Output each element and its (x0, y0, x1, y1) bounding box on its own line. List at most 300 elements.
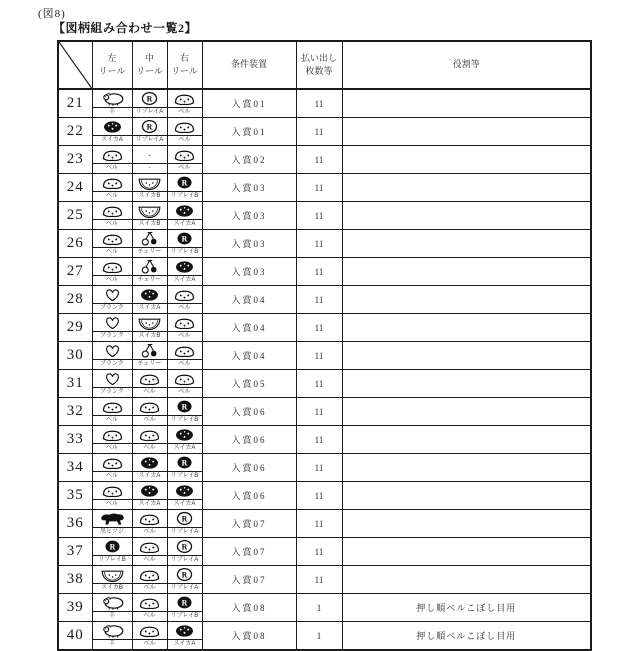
svg-text:R: R (109, 542, 115, 552)
condition-cell: 入賞03 (202, 258, 296, 286)
role-cell (342, 89, 591, 118)
role-cell (342, 118, 591, 146)
row-number: 36 (58, 510, 92, 538)
symbol-wrap (168, 482, 202, 509)
table-row (58, 510, 591, 538)
symbol-wrap (168, 118, 202, 145)
symbol-label: スイカB (133, 219, 167, 229)
right-reel-cell (167, 258, 202, 286)
bell-icon (133, 426, 167, 443)
symbol-wrap (93, 286, 132, 313)
symbol-wrap (133, 482, 167, 509)
symbol-wrap (168, 370, 202, 397)
symbol-wrap (93, 538, 132, 565)
sheep-icon (93, 90, 132, 107)
symbol-wrap (133, 594, 167, 621)
payout-cell: 11 (296, 538, 342, 566)
symbol-label: スイカB (133, 191, 167, 201)
middle-reel-cell (132, 89, 167, 118)
right-reel-cell (167, 538, 202, 566)
table-row (58, 286, 591, 314)
left-reel-cell (92, 510, 132, 538)
condition-cell: 入賞08 (202, 594, 296, 622)
symbol-wrap (133, 510, 167, 537)
symbol-wrap (93, 566, 132, 593)
svg-text:R: R (181, 178, 188, 188)
watermelon-a-icon (93, 118, 132, 135)
symbol-wrap (133, 230, 167, 257)
table-row (58, 370, 591, 398)
figure-tag: (図8) (38, 8, 66, 20)
left-reel-cell (92, 314, 132, 342)
role-cell (342, 202, 591, 230)
symbol-wrap (133, 258, 167, 285)
symbol-label: リプレイB (168, 471, 202, 481)
bell-icon (93, 174, 132, 191)
bell-icon (168, 90, 202, 107)
middle-reel-cell (132, 118, 167, 146)
left-reel-cell (92, 538, 132, 566)
table-row (58, 398, 591, 426)
right-reel-cell (167, 370, 202, 398)
symbol-label: ベル (93, 191, 132, 201)
middle-reel-cell (132, 538, 167, 566)
role-cell: 押し順ベルこぼし目用 (342, 622, 591, 651)
row-number: 35 (58, 482, 92, 510)
symbol-label: リプレイB (93, 555, 132, 565)
header-payout: 払い出し 枚数等 (296, 41, 342, 89)
middle-reel-cell (132, 594, 167, 622)
symbol-wrap (133, 566, 167, 593)
replay-a-icon (168, 538, 202, 555)
header-row (58, 41, 591, 89)
symbol-label: ベル (133, 611, 167, 621)
symbol-wrap (93, 482, 132, 509)
symbol-label: スイカA (133, 499, 167, 509)
role-cell (342, 398, 591, 426)
cherry-icon (133, 230, 167, 247)
sheep-icon (93, 622, 132, 639)
watermelon-a-icon (168, 258, 202, 275)
left-reel-cell (92, 398, 132, 426)
svg-text:R: R (181, 598, 188, 608)
symbol-label: スイカA (168, 639, 202, 649)
right-reel-cell (167, 398, 202, 426)
middle-reel-cell (132, 510, 167, 538)
symbol-label: ベル (133, 387, 167, 397)
watermelon-b-icon (93, 566, 132, 583)
payout-cell: 11 (296, 454, 342, 482)
right-reel-cell (167, 566, 202, 594)
payout-cell: 11 (296, 89, 342, 118)
blank-heart-icon (93, 286, 132, 303)
role-cell (342, 146, 591, 174)
symbol-wrap (168, 342, 202, 369)
symbol-label: ベル (93, 415, 132, 425)
right-reel-cell (167, 454, 202, 482)
right-reel-cell (167, 594, 202, 622)
role-cell (342, 174, 591, 202)
watermelon-a-icon (168, 622, 202, 639)
header-left-reel: 左 リール (92, 41, 132, 89)
symbol-wrap (133, 426, 167, 453)
symbol-wrap (133, 538, 167, 565)
role-cell (342, 230, 591, 258)
left-reel-cell (92, 146, 132, 174)
symbol-wrap (93, 174, 132, 201)
cherry-icon (133, 258, 167, 275)
table-row (58, 258, 591, 286)
symbol-label: リプレイA (168, 583, 202, 593)
bell-icon (168, 314, 202, 331)
symbol-label: スイカA (93, 135, 132, 145)
symbol-wrap (133, 314, 167, 341)
symbol-wrap (133, 398, 167, 425)
payout-cell: 11 (296, 314, 342, 342)
left-reel-cell (92, 370, 132, 398)
table-row (58, 146, 591, 174)
cherry-icon (133, 342, 167, 359)
role-cell (342, 482, 591, 510)
watermelon-a-icon (133, 482, 167, 499)
symbol-label: スイカA (133, 303, 167, 313)
blank-heart-icon (93, 342, 132, 359)
svg-text:-: - (148, 149, 151, 160)
bell-icon (133, 594, 167, 611)
bell-icon (168, 118, 202, 135)
table-row (58, 89, 591, 118)
right-reel-cell (167, 146, 202, 174)
right-reel-cell (167, 510, 202, 538)
symbol-label: リプレイA (133, 135, 167, 145)
table-row (58, 230, 591, 258)
condition-cell: 入賞06 (202, 454, 296, 482)
middle-reel-cell (132, 454, 167, 482)
table-row (58, 314, 591, 342)
symbol-wrap (133, 454, 167, 481)
replay-b-icon (168, 398, 202, 415)
svg-text:R: R (146, 122, 153, 132)
table-row (58, 174, 591, 202)
left-reel-cell (92, 566, 132, 594)
middle-reel-cell (132, 174, 167, 202)
row-number: 38 (58, 566, 92, 594)
middle-reel-cell (132, 622, 167, 651)
diagonal-line (59, 42, 92, 88)
left-reel-cell (92, 89, 132, 118)
symbol-wrap (93, 622, 132, 649)
role-cell (342, 454, 591, 482)
payout-cell: 11 (296, 398, 342, 426)
symbol-wrap (93, 314, 132, 341)
bell-icon (168, 286, 202, 303)
symbol-wrap (93, 230, 132, 257)
row-number: 29 (58, 314, 92, 342)
row-number: 34 (58, 454, 92, 482)
middle-reel-cell (132, 482, 167, 510)
row-number: 30 (58, 342, 92, 370)
black-sheep-icon (93, 510, 132, 527)
role-cell (342, 314, 591, 342)
payout-cell: 11 (296, 566, 342, 594)
symbol-wrap (93, 342, 132, 369)
condition-cell: 入賞06 (202, 482, 296, 510)
condition-cell: 入賞01 (202, 118, 296, 146)
role-cell (342, 538, 591, 566)
middle-reel-cell (132, 426, 167, 454)
right-reel-cell (167, 342, 202, 370)
middle-reel-cell (132, 398, 167, 426)
symbol-label: ブランク (93, 303, 132, 313)
symbol-wrap (93, 370, 132, 397)
symbol-wrap (168, 454, 202, 481)
bell-icon (133, 622, 167, 639)
symbol-wrap (133, 622, 167, 649)
svg-text:R: R (181, 458, 188, 468)
symbol-label: スイカA (168, 219, 202, 229)
symbol-label: ベル (93, 163, 132, 173)
payout-cell: 11 (296, 482, 342, 510)
symbol-wrap (168, 314, 202, 341)
bell-icon (93, 230, 132, 247)
replay-b-icon (168, 230, 202, 247)
bell-icon (133, 538, 167, 555)
symbol-wrap (93, 426, 132, 453)
bell-icon (93, 398, 132, 415)
symbol-wrap (168, 622, 202, 649)
row-number: 37 (58, 538, 92, 566)
row-number: 22 (58, 118, 92, 146)
condition-cell: 入賞05 (202, 370, 296, 398)
symbol-label: リプレイA (133, 107, 167, 117)
condition-cell: 入賞03 (202, 202, 296, 230)
left-reel-cell (92, 230, 132, 258)
symbol-label: ブランク (93, 359, 132, 369)
payout-cell: 11 (296, 510, 342, 538)
symbol-label: リプレイB (168, 191, 202, 201)
left-reel-cell (92, 622, 132, 651)
row-number: 21 (58, 89, 92, 118)
left-reel-cell (92, 174, 132, 202)
symbol-wrap (133, 286, 167, 313)
payout-cell: 11 (296, 202, 342, 230)
row-number: 32 (58, 398, 92, 426)
payout-cell: 11 (296, 230, 342, 258)
symbol-wrap (168, 426, 202, 453)
bell-icon (168, 370, 202, 387)
header-condition: 条件装置 (202, 41, 296, 89)
watermelon-a-icon (133, 286, 167, 303)
middle-reel-cell (132, 230, 167, 258)
role-cell (342, 342, 591, 370)
symbol-wrap (93, 510, 132, 537)
payout-cell: 11 (296, 342, 342, 370)
symbol-label: 黒ヒツジ (93, 527, 132, 537)
svg-text:R: R (181, 514, 188, 524)
bell-icon (133, 398, 167, 415)
row-number: 24 (58, 174, 92, 202)
replay-b-icon (168, 174, 202, 191)
role-cell (342, 286, 591, 314)
condition-cell: 入賞07 (202, 538, 296, 566)
symbol-label: スイカA (168, 443, 202, 453)
replay-b-icon (168, 454, 202, 471)
symbol-wrap (168, 146, 202, 173)
symbol-label: リプレイB (168, 415, 202, 425)
payout-cell: 11 (296, 258, 342, 286)
symbol-label: リプレイB (168, 611, 202, 621)
middle-reel-cell (132, 314, 167, 342)
symbol-label: ベル (133, 583, 167, 593)
table-row (58, 426, 591, 454)
symbol-label: ベル (133, 555, 167, 565)
symbol-wrap (93, 146, 132, 173)
watermelon-b-icon (133, 202, 167, 219)
middle-reel-cell (132, 566, 167, 594)
right-reel-cell (167, 174, 202, 202)
symbol-wrap (133, 342, 167, 369)
symbol-label: ブランク (93, 387, 132, 397)
watermelon-b-icon (133, 314, 167, 331)
bell-icon (93, 482, 132, 499)
header-right-reel: 右 リール (167, 41, 202, 89)
table-row (58, 594, 591, 622)
condition-cell: 入賞02 (202, 146, 296, 174)
middle-reel-cell (132, 146, 167, 174)
condition-cell: 入賞01 (202, 89, 296, 118)
replay-b-icon (93, 538, 132, 555)
symbol-wrap (93, 90, 132, 117)
symbol-label: リプレイA (168, 527, 202, 537)
symbol-wrap (133, 370, 167, 397)
symbol-label: リプレイA (168, 555, 202, 565)
condition-cell: 入賞07 (202, 566, 296, 594)
symbol-wrap (93, 454, 132, 481)
symbol-label: リプレイB (168, 247, 202, 257)
left-reel-cell (92, 454, 132, 482)
symbol-wrap (133, 118, 167, 145)
symbol-label: ベル (133, 639, 167, 649)
condition-cell: 入賞06 (202, 398, 296, 426)
symbol-wrap (93, 398, 132, 425)
left-reel-cell (92, 426, 132, 454)
symbol-label: ベル (93, 443, 132, 453)
symbol-wrap (168, 258, 202, 285)
table-row (58, 454, 591, 482)
role-cell (342, 510, 591, 538)
bell-icon (93, 202, 132, 219)
payout-cell: 1 (296, 594, 342, 622)
watermelon-a-icon (133, 454, 167, 471)
bell-icon (168, 342, 202, 359)
row-number: 33 (58, 426, 92, 454)
payout-cell: 11 (296, 370, 342, 398)
symbol-label: ベル (93, 499, 132, 509)
replay-a-icon (168, 566, 202, 583)
condition-cell: 入賞04 (202, 286, 296, 314)
right-reel-cell (167, 286, 202, 314)
svg-text:R: R (181, 542, 188, 552)
bell-icon (93, 146, 132, 163)
symbol-label: ベル (168, 303, 202, 313)
bell-icon (133, 370, 167, 387)
corner-cell (58, 41, 92, 89)
watermelon-a-icon (168, 202, 202, 219)
symbol-wrap (168, 174, 202, 201)
payout-cell: 11 (296, 286, 342, 314)
bell-icon (133, 566, 167, 583)
condition-cell: 入賞06 (202, 426, 296, 454)
symbol-label: 羊 (93, 107, 132, 117)
symbol-label: スイカB (133, 331, 167, 341)
table-row (58, 342, 591, 370)
middle-reel-cell (132, 370, 167, 398)
row-number: 23 (58, 146, 92, 174)
payout-cell: 1 (296, 622, 342, 651)
symbol-wrap (93, 118, 132, 145)
condition-cell: 入賞03 (202, 174, 296, 202)
symbol-label: ベル (133, 415, 167, 425)
row-number: 39 (58, 594, 92, 622)
payout-cell: 11 (296, 146, 342, 174)
symbol-wrap (168, 230, 202, 257)
right-reel-cell (167, 202, 202, 230)
right-reel-cell (167, 89, 202, 118)
symbol-wrap (168, 286, 202, 313)
header-role: 役割等 (342, 41, 591, 89)
blank-heart-icon (93, 314, 132, 331)
row-number: 27 (58, 258, 92, 286)
symbol-wrap (168, 566, 202, 593)
symbol-label: ベル (93, 275, 132, 285)
symbol-wrap (133, 174, 167, 201)
replay-a-icon (168, 510, 202, 527)
payout-cell: 11 (296, 426, 342, 454)
svg-text:R: R (181, 234, 188, 244)
bell-icon (93, 426, 132, 443)
table-row (58, 482, 591, 510)
symbol-wrap (93, 202, 132, 229)
symbol-label: ベル (93, 219, 132, 229)
symbol-label: 羊 (93, 611, 132, 621)
condition-cell: 入賞07 (202, 510, 296, 538)
bell-icon (133, 510, 167, 527)
svg-text:R: R (181, 570, 188, 580)
role-cell (342, 426, 591, 454)
any-icon (133, 146, 167, 163)
symbol-label: チェリー (133, 359, 167, 369)
symbol-label: ベル (168, 163, 202, 173)
left-reel-cell (92, 286, 132, 314)
condition-cell: 入賞08 (202, 622, 296, 651)
blank-heart-icon (93, 370, 132, 387)
symbol-wrap (168, 398, 202, 425)
left-reel-cell (92, 118, 132, 146)
symbol-label: ベル (168, 387, 202, 397)
payout-cell: 11 (296, 174, 342, 202)
condition-cell: 入賞04 (202, 342, 296, 370)
left-reel-cell (92, 594, 132, 622)
replay-b-icon (168, 594, 202, 611)
role-cell: 押し順ベルこぼし目用 (342, 594, 591, 622)
role-cell (342, 258, 591, 286)
right-reel-cell (167, 622, 202, 651)
header-middle-reel: 中 リール (132, 41, 167, 89)
left-reel-cell (92, 202, 132, 230)
symbol-label: チェリー (133, 275, 167, 285)
left-reel-cell (92, 258, 132, 286)
symbol-label: ベル (93, 247, 132, 257)
